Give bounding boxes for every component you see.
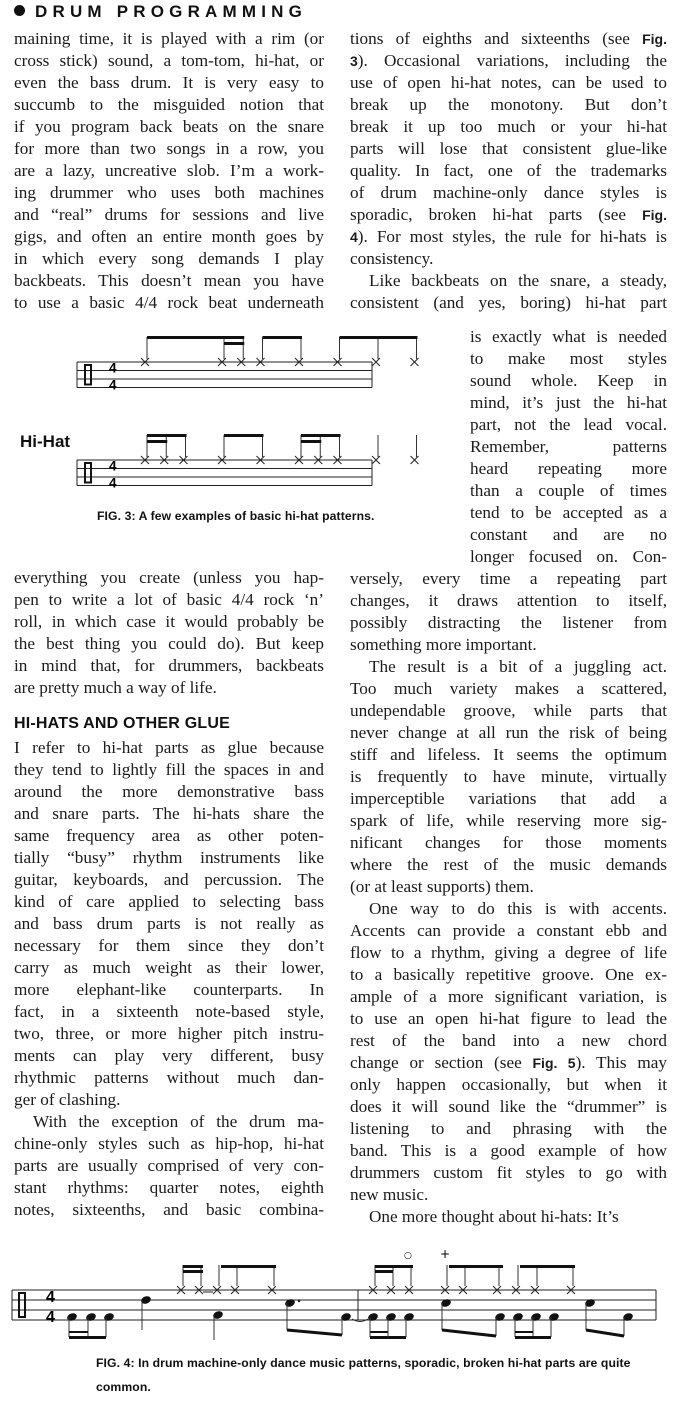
note-beam	[69, 1336, 106, 1339]
text-fragment: ). This may	[575, 1053, 668, 1072]
x-notehead	[441, 1286, 449, 1294]
text-fragment: break up the monotony. But don’t	[350, 95, 667, 114]
filled-notehead	[584, 1298, 596, 1308]
text-line: pen to write a lot of basic 4/4 rock ‘n’	[14, 590, 324, 609]
x-notehead	[231, 1286, 239, 1294]
text-line: One more thought about hi-hats: It’s	[369, 1207, 619, 1226]
text-line: versely, every time a repeating part	[350, 569, 667, 588]
note-beam	[370, 1331, 388, 1333]
text-line	[350, 1096, 667, 1118]
text-fragment: to a basically repetitive groove. One ex-	[350, 965, 667, 984]
tie	[352, 1319, 368, 1322]
text-fragment: sporadic, broken hi-hat parts (see	[350, 205, 643, 224]
text-line: ing drummer who uses both machines	[14, 183, 324, 202]
x-notehead	[411, 456, 419, 464]
text-line: they tend to lightly fill the spaces in and	[14, 760, 324, 779]
note-beam	[301, 434, 341, 437]
text-line	[350, 28, 667, 50]
text-fragment: only happen occasionally, but when it	[350, 1075, 667, 1094]
text-line: mind, it’s just the hi-hat	[470, 393, 667, 412]
text-fragment: One way to do this is with accents.	[369, 899, 667, 918]
text-line: chine-only styles such as hip-hop, hi-hat	[14, 1134, 324, 1153]
text-fragment: ample of a more significant variation, is	[350, 987, 667, 1006]
text-line: backbeats. This doesn’t mean you have	[14, 271, 324, 290]
x-notehead	[268, 1286, 276, 1294]
x-notehead	[257, 456, 265, 464]
text-line: to make most styles	[470, 349, 667, 368]
section-title: DRUM PROGRAMMING	[35, 2, 308, 21]
text-line: (or at least supports) them.	[350, 877, 534, 896]
note-beam	[520, 1265, 575, 1268]
note-beam	[224, 434, 264, 437]
x-notehead	[459, 1286, 467, 1294]
text-line: to use a basic 4/4 rock beat underneath	[14, 293, 324, 312]
note-beam	[147, 434, 187, 437]
left-column-bottom	[14, 567, 324, 1221]
text-line: sound whole. Keep in	[470, 371, 667, 390]
text-line: part, not the lead vocal.	[470, 415, 667, 434]
text-line: Like backbeats on the snare, a steady,	[369, 271, 667, 290]
text-line: rhythmic patterns without much dan-	[14, 1068, 324, 1087]
subheading: HI-HATS AND OTHER GLUE	[14, 715, 230, 732]
x-notehead	[405, 1286, 413, 1294]
text-line: necessary for them since they don’t	[14, 936, 324, 955]
filled-notehead	[385, 1312, 397, 1322]
text-line: Too much variety makes a scattered,	[350, 679, 667, 698]
text-line: Remember, patterns	[470, 437, 667, 456]
text-fragment: drummers custom fit styles to go with	[350, 1163, 667, 1182]
x-notehead	[493, 1286, 501, 1294]
text-fragment: Accents can provide a constant ebb and	[350, 921, 667, 940]
x-notehead	[180, 456, 188, 464]
time-signature-top: 4	[109, 458, 117, 474]
text-line: longer focused on. Con-	[470, 547, 667, 566]
x-notehead	[295, 456, 303, 464]
text-fragment: does it will sound like the “drummer” is	[350, 1097, 667, 1116]
text-line	[350, 50, 667, 72]
text-line: cross stick) sound, a tom-tom, hi-hat, or	[14, 51, 324, 70]
text-fragment: use of open hi-hat notes, can be used to	[350, 73, 667, 92]
figure-reference: Fig.	[642, 31, 667, 47]
figure3-caption: FIG. 3: A few examples of basic hi-hat patterns.	[97, 509, 375, 523]
note-beam	[586, 1330, 624, 1336]
note-beam	[69, 1331, 88, 1333]
text-line: gigs, and often an entire month goes by	[14, 227, 324, 246]
filled-notehead	[440, 1298, 452, 1308]
text-line: I refer to hi-hat parts as glue because	[14, 738, 324, 757]
open-hihat-marker: ○	[404, 1251, 412, 1261]
x-notehead	[141, 456, 149, 464]
text-line: consistent (and yes, boring) hi-hat part	[350, 293, 667, 312]
text-line: more elephant-like counterparts. In	[14, 980, 324, 999]
filled-notehead	[494, 1312, 506, 1322]
text-line: is frequently to have minute, virtually	[350, 767, 667, 786]
filled-notehead	[530, 1312, 542, 1322]
x-notehead	[372, 456, 380, 464]
text-fragment: flow to a rhythm, giving a degree of life	[350, 943, 667, 962]
text-line: changes, it draws attention to itself,	[350, 591, 667, 610]
text-fragment: parts will lose that consistent glue-like	[350, 139, 667, 158]
x-notehead	[237, 358, 245, 366]
filled-notehead	[103, 1312, 115, 1322]
note-beam	[515, 1331, 533, 1333]
text-line: if you program back beats on the snare	[14, 117, 324, 136]
text-line	[350, 160, 667, 182]
x-notehead	[177, 1286, 185, 1294]
text-line: are pretty much a way of life.	[14, 678, 217, 697]
note-beam	[263, 336, 303, 339]
note-beam	[515, 1336, 551, 1339]
x-notehead	[387, 1286, 395, 1294]
x-notehead	[531, 1286, 539, 1294]
text-line: never change at all run the risk of being	[350, 723, 667, 742]
x-notehead	[195, 1286, 203, 1294]
filled-notehead	[340, 1312, 352, 1322]
x-notehead	[295, 358, 303, 366]
x-notehead	[567, 1286, 575, 1294]
right-column-narrow	[470, 326, 667, 568]
text-line: than a couple of times	[470, 481, 667, 500]
note-beam	[375, 1270, 393, 1273]
text-line: the best thing you could do). But keep	[14, 634, 324, 653]
x-notehead	[314, 456, 322, 464]
text-line: fact, in a sixteenth note-based style,	[14, 1002, 324, 1021]
right-column-bottom	[350, 568, 667, 1228]
filled-notehead	[512, 1312, 524, 1322]
text-line	[350, 1162, 667, 1184]
note-beam	[224, 342, 244, 345]
right-column-top	[350, 28, 667, 314]
text-fragment: listening to and phrasing with the	[350, 1119, 667, 1138]
figure3-hihat-label: Hi-Hat	[20, 432, 71, 451]
text-fragment: tions of eighths and sixteenths (see	[350, 29, 643, 48]
text-fragment: new music.	[350, 1185, 429, 1204]
note-beam	[375, 1265, 413, 1268]
text-line	[350, 898, 667, 920]
percussion-clef-icon	[19, 1293, 25, 1317]
text-line: tially “busy” rhythm instruments like	[14, 848, 324, 867]
filled-notehead	[212, 1310, 224, 1320]
text-line: two, three, or more higher pitch instru-	[14, 1024, 324, 1043]
percussion-clef-icon	[85, 463, 91, 483]
filled-notehead	[66, 1312, 78, 1322]
text-fragment: quality. In fact, one of the trademarks	[350, 161, 667, 180]
text-line: around the more demonstrative bass	[14, 782, 324, 801]
time-signature-top: 4	[46, 1289, 55, 1306]
closed-hihat-marker: +	[440, 1247, 451, 1261]
text-line: guitar, keyboards, and percussion. The	[14, 870, 324, 889]
text-line: in which every song demands I play	[14, 249, 324, 268]
filled-notehead	[548, 1312, 560, 1322]
text-line	[350, 1118, 667, 1140]
text-line: undependable groove, while parts that	[350, 701, 667, 720]
text-fragment: to use an open hi-hat figure to lead the	[350, 1009, 667, 1028]
text-line	[350, 1008, 667, 1030]
text-line: something more important.	[350, 635, 537, 654]
x-notehead	[512, 1286, 520, 1294]
dot	[298, 1300, 300, 1302]
text-line	[350, 226, 667, 248]
x-notehead	[334, 358, 342, 366]
note-beam	[370, 1336, 406, 1339]
text-line	[350, 204, 667, 226]
text-line: everything you create (unless you hap-	[14, 568, 324, 587]
text-line: are a lazy, uncreative slob. I’m a work-	[14, 161, 324, 180]
text-line	[350, 1184, 667, 1206]
text-line	[350, 94, 667, 116]
text-fragment: ). For most styles, the rule for hi-hats is	[357, 227, 667, 246]
text-line: possibly distracting the listener from	[350, 613, 667, 632]
text-line: roll, in which case it would probably be	[14, 612, 324, 631]
text-line	[350, 72, 667, 94]
text-line: for more than two songs in a row, you	[14, 139, 324, 158]
x-notehead	[218, 358, 226, 366]
x-notehead	[257, 358, 265, 366]
figure-reference: Fig.	[642, 207, 667, 223]
x-notehead	[141, 358, 149, 366]
text-line: tend to be accepted as a	[470, 503, 667, 522]
time-signature-bottom: 4	[46, 1309, 55, 1326]
text-line: parts are usually comprised of very con-	[14, 1156, 324, 1175]
note-beam	[301, 440, 321, 443]
text-line	[350, 1074, 667, 1096]
filled-notehead	[140, 1295, 152, 1305]
note-beam	[147, 336, 244, 339]
text-line: succumb to the misguided notion that	[14, 95, 324, 114]
text-line: nificant changes for those moments	[350, 833, 667, 852]
text-line: is exactly what is needed	[470, 327, 667, 346]
text-line: imperceptible variations that add a	[350, 789, 667, 808]
filled-notehead	[367, 1312, 379, 1322]
text-line: With the exception of the drum ma-	[33, 1112, 324, 1131]
time-signature-bottom: 4	[109, 377, 117, 393]
note-beam	[183, 1265, 203, 1268]
percussion-clef-icon	[85, 365, 91, 385]
text-line	[350, 1052, 667, 1074]
text-line: The result is a bit of a juggling act.	[369, 657, 667, 676]
text-line: heard repeating more	[470, 459, 667, 478]
text-line: stiff and lifeless. It seems the optimum	[350, 745, 667, 764]
text-line: carry as much weight as their lower,	[14, 958, 324, 977]
note-beam	[287, 1330, 342, 1335]
text-line	[350, 1030, 667, 1052]
text-line: and snare parts. The hi-hats share the	[14, 804, 324, 823]
figure-reference: 3	[350, 53, 358, 69]
text-line: same frequency area as other poten-	[14, 826, 324, 845]
text-line	[350, 942, 667, 964]
text-line: even the bass drum. It is very easy to	[14, 73, 324, 92]
text-line	[350, 138, 667, 160]
text-fragment: consistency.	[350, 249, 434, 268]
text-line	[350, 116, 667, 138]
text-fragment: break it up too much or your hi-hat	[350, 117, 667, 136]
note-beam	[340, 336, 418, 339]
text-line: notes, sixteenths, and basic combina-	[14, 1200, 324, 1219]
text-line: ger of clashing.	[14, 1090, 121, 1109]
text-fragment: of drum machine-only dance styles is	[350, 183, 667, 202]
x-notehead	[213, 1286, 221, 1294]
text-line: where the rest of the music demands	[350, 855, 667, 874]
figure4-caption-line1: FIG. 4: In drum machine-only dance music patterns, sporadic, broken hi-hat parts are quite	[96, 1356, 631, 1370]
text-fragment: rest of the band into a new chord	[350, 1031, 667, 1050]
figure-reference: 4	[350, 229, 358, 245]
text-line	[350, 964, 667, 986]
note-beam	[183, 1270, 203, 1273]
text-line	[350, 182, 667, 204]
text-line: ments can play very different, busy	[14, 1046, 324, 1065]
x-notehead	[369, 1286, 377, 1294]
figure-reference: Fig. 5	[532, 1055, 576, 1071]
text-line: and “real” drums for sessions and live	[14, 205, 324, 224]
text-line	[350, 1140, 667, 1162]
text-fragment: change or section (see	[350, 1053, 533, 1072]
text-fragment: ). Occasional variations, including the	[357, 51, 667, 70]
text-line: maining time, it is played with a rim (or	[14, 29, 324, 48]
bullet-icon	[14, 5, 25, 16]
note-beam	[449, 1265, 503, 1268]
filled-notehead	[622, 1312, 634, 1322]
x-notehead	[160, 456, 168, 464]
x-notehead	[372, 358, 380, 366]
note-beam	[221, 1265, 276, 1268]
text-line: constant and are no	[470, 525, 667, 544]
note-beam	[442, 1330, 496, 1336]
time-signature-top: 4	[109, 360, 117, 376]
left-column-top	[14, 28, 324, 314]
section-header	[14, 2, 307, 22]
text-line: stant rhythms: quarter notes, eighth	[14, 1178, 324, 1197]
text-line: in mind that, for drummers, backbeats	[14, 656, 324, 675]
text-line: kind of care applied to selecting bass	[14, 892, 324, 911]
x-notehead	[334, 456, 342, 464]
text-line	[350, 248, 667, 270]
text-line: and bass drum parts is not really as	[14, 914, 324, 933]
note-beam	[147, 440, 167, 443]
text-line	[350, 986, 667, 1008]
filled-notehead	[403, 1312, 415, 1322]
x-notehead	[218, 456, 226, 464]
text-line	[350, 920, 667, 942]
text-fragment: band. This is a good example of how	[350, 1141, 667, 1160]
figure4-caption-line2: common.	[96, 1380, 151, 1394]
time-signature-bottom: 4	[109, 475, 117, 491]
x-notehead	[411, 358, 419, 366]
filled-notehead	[85, 1312, 97, 1322]
text-line: spark of life, while reserving more sig-	[350, 811, 667, 830]
filled-notehead	[284, 1298, 296, 1308]
